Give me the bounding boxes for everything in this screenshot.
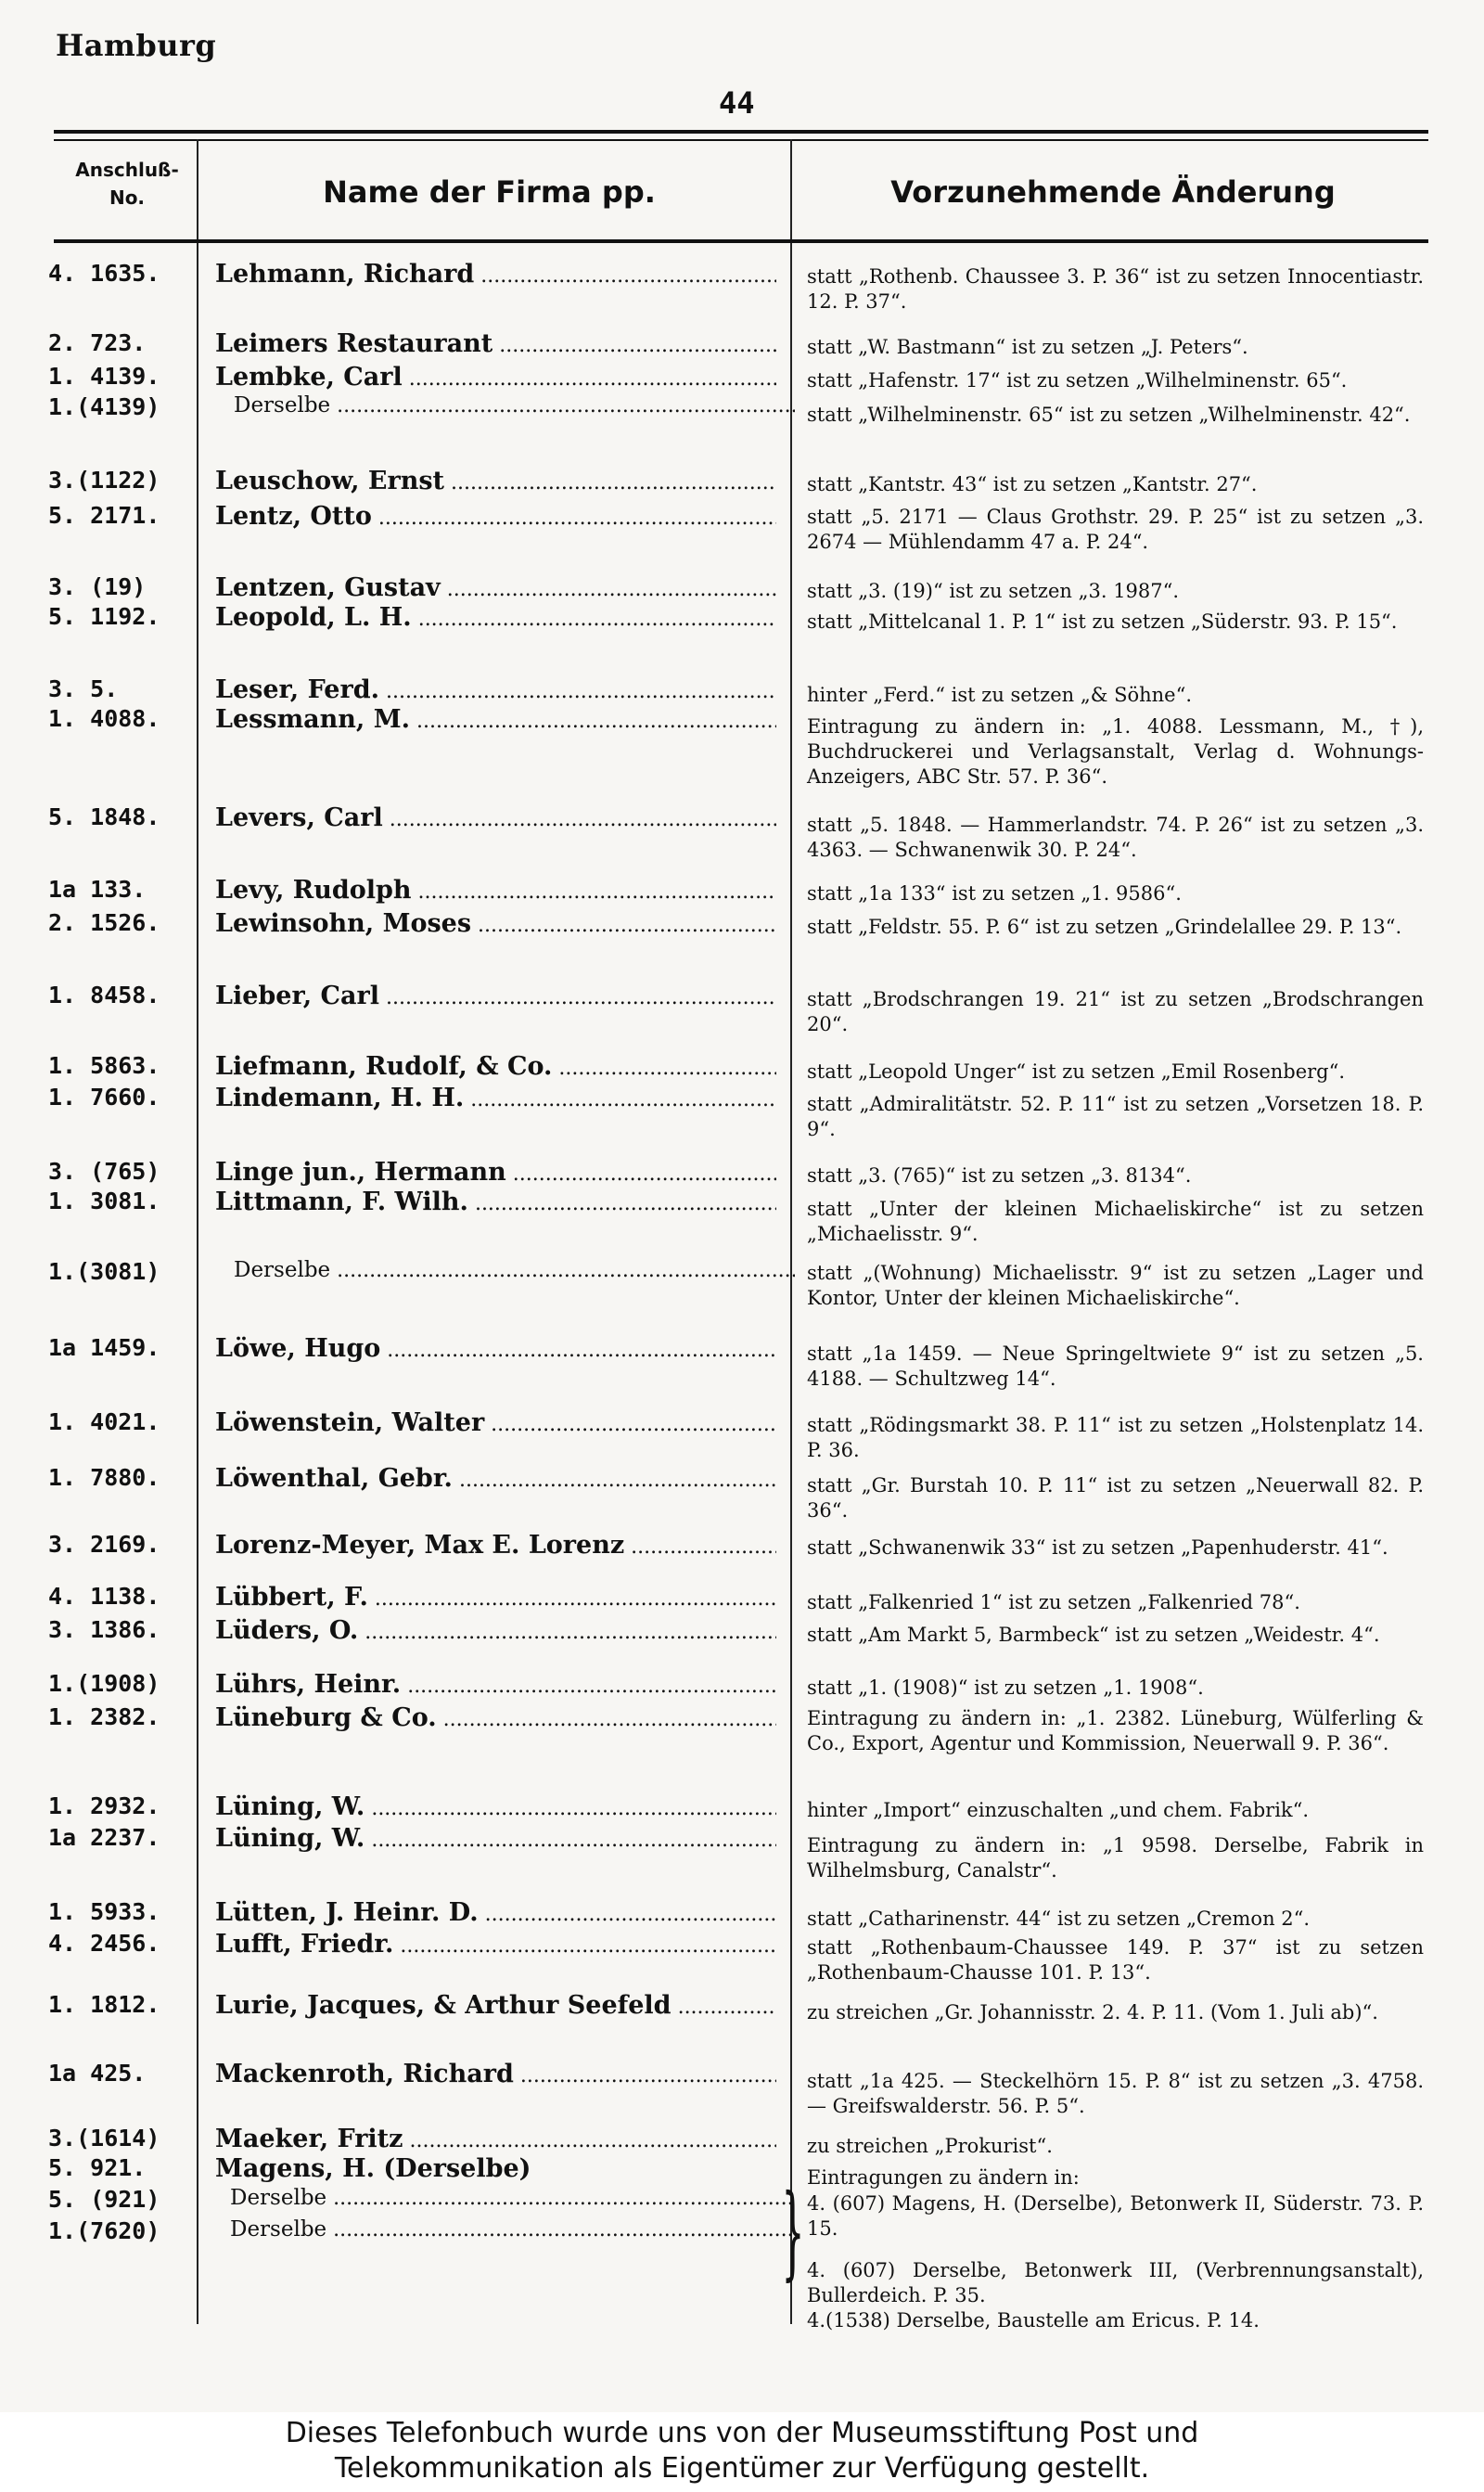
entry-name: Derselbe ..... [230,2217,791,2242]
entry-name: Levers, Carl ..... [215,803,776,832]
entry-number: 3. (19) [48,573,147,600]
city-heading: Hamburg [56,28,217,63]
entry-change: zu streichen „Gr. Johannisstr. 2. 4. P. 11. (Vom 1. Juli ab)“. [807,2001,1378,2023]
entry-change: statt „(Wohnung) Michaelisstr. 9“ ist zu setzen „Lager und Kontor, Unter der kleinen Michaeliskirche“. [807,1262,1424,1309]
page-number: 44 [719,85,755,121]
entry-change: statt „Kantstr. 43“ ist zu setzen „Kantstr. 27“. [807,473,1258,495]
entry-change: statt „Admiralitätstr. 52. P. 11“ ist zu setzen „Vorsetzen 18. P. 9“. [807,1093,1424,1140]
entry-change: statt „Mittelcanal 1. P. 1“ ist zu setzen „Süderstr. 93. P. 15“. [807,610,1398,633]
entry-change: Eintragungen zu ändern in: [807,2166,1080,2189]
column-header-number: Anschluß- No. [75,159,179,209]
column-divider-name [790,139,792,2324]
entry-number: 1. 3081. [48,1188,160,1214]
entry-number: 1.(1908) [48,1670,160,1697]
entry-name: Leuschow, Ernst ..... [215,467,776,495]
entry-number: 1. 7880. [48,1464,160,1491]
entry-change: statt „3. (765)“ ist zu setzen „3. 8134“. [807,1164,1192,1187]
entry-name: Lembke, Carl ..... [215,363,776,392]
entry-name: Lorenz-Meyer, Max E. Lorenz ..... [215,1531,776,1560]
top-rule-thin [54,139,1428,141]
entry-number: 1. 7660. [48,1084,160,1111]
entry-name: Derselbe ..... [230,2186,791,2210]
entry-change: statt „1a 425. — Steckelhörn 15. P. 8“ ist zu setzen „3. 4758. — Greifswalderstr. 56. P. 5“. [807,2070,1424,2117]
entry-number: 1a 2237. [48,1824,160,1851]
entry-name: Linge jun., Hermann ..... [215,1158,776,1187]
entry-number: 3. 2169. [48,1531,160,1558]
entry-change: statt „Brodschrangen 19. 21“ ist zu setzen „Brodschrangen 20“. [807,988,1424,1035]
column-header-name: Name der Firma pp. [323,174,656,210]
entry-change: statt „Leopold Unger“ ist zu setzen „Emil Rosenberg“. [807,1060,1346,1083]
entry-change: statt „1. (1908)“ ist zu setzen „1. 1908“. [807,1676,1204,1699]
footer-line-2: Telekommunikation als Eigentümer zur Verfügung gestellt. [334,2452,1150,2485]
entry-change: statt „5. 1848. — Hammerlandstr. 74. P. 26“ ist zu setzen „3. 4363. — Schwanenwik 30. P. 24“. [807,814,1424,861]
entry-name: Lentzen, Gustav ..... [215,573,776,602]
top-rule [54,130,1428,134]
entry-change: 4.(1538) Derselbe, Baustelle am Ericus. P. 14. [807,2309,1260,2331]
entry-name: Magens, H. (Derselbe) [215,2154,531,2183]
entry-name: Lindemann, H. H. ..... [215,1084,776,1112]
entry-number: 4. 1635. [48,260,160,287]
entry-change: statt „Schwanenwik 33“ ist zu setzen „Papenhuderstr. 41“. [807,1536,1388,1559]
entry-name: Lüneburg & Co. ..... [215,1703,776,1732]
entry-number: 1.(7620) [48,2217,160,2244]
entry-change: statt „5. 2171 — Claus Grothstr. 29. P. 25“ ist zu setzen „3. 2674 — Mühlendamm 47 a. P. 24“. [807,506,1424,553]
header-rule [54,239,1428,243]
footer-line-1: Dieses Telefonbuch wurde uns von der Museumsstiftung Post und [285,2417,1199,2449]
entry-name: Lüning, W. ..... [215,1824,776,1853]
entry-number: 1. 8458. [48,982,160,1008]
entry-change: Eintragung zu ändern in: „1 9598. Derselbe, Fabrik in Wilhelmsburg, Canalstr“. [807,1834,1424,1882]
entry-name: Lurie, Jacques, & Arthur Seefeld ..... [215,1991,776,2020]
entry-number: 2. 723. [48,329,147,356]
entry-number: 1. 5863. [48,1052,160,1079]
entry-change: statt „Hafenstr. 17“ ist zu setzen „Wilhelminenstr. 65“. [807,369,1348,392]
entry-change: statt „Gr. Burstah 10. P. 11“ ist zu setzen „Neuerwall 82. P. 36“. [807,1474,1424,1522]
entry-change: statt „W. Bastmann“ ist zu setzen „J. Peters“. [807,336,1248,358]
entry-name: Lüning, W. ..... [215,1792,776,1821]
entry-change: hinter „Import“ einzuschalten „und chem. Fabrik“. [807,1799,1310,1821]
entry-number: 3.(1614) [48,2125,160,2152]
entry-name: Liefmann, Rudolf, & Co. ..... [215,1052,776,1081]
entry-number: 1. 4088. [48,705,160,732]
entry-name: Lieber, Carl ..... [215,982,776,1010]
entry-name: Lübbert, F. ..... [215,1583,776,1612]
entry-number: 5. 1848. [48,803,160,830]
entry-name: Lufft, Friedr. ..... [215,1930,776,1959]
entry-number: 1.(4139) [48,393,160,420]
entry-number: 5. 921. [48,2154,147,2181]
entry-name: Maeker, Fritz ..... [215,2125,776,2153]
entry-number: 3. (765) [48,1158,160,1185]
entry-number: 4. 2456. [48,1930,160,1957]
entry-name: Löwe, Hugo ..... [215,1334,776,1363]
entry-number: 5. 2171. [48,502,160,529]
entry-change: hinter „Ferd.“ ist zu setzen „& Söhne“. [807,684,1193,706]
entry-change: statt „Am Markt 5, Barmbeck“ ist zu setzen „Weidestr. 4“. [807,1624,1380,1646]
entry-name: Derselbe ..... [234,1258,795,1282]
entry-number: 1a 133. [48,876,147,903]
entry-name: Lessmann, M. ..... [215,705,776,734]
entry-name: Derselbe ..... [234,393,795,417]
entry-name: Löwenthal, Gebr. ..... [215,1464,776,1493]
entry-number: 1. 1812. [48,1991,160,2018]
entry-change: statt „1a 133“ ist zu setzen „1. 9586“. [807,882,1182,905]
entry-change: statt „3. (19)“ ist zu setzen „3. 1987“. [807,580,1180,602]
entry-name: Leser, Ferd. ..... [215,675,776,704]
entry-change: statt „1a 1459. — Neue Springeltwiete 9“ ist zu setzen „5. 4188. — Schultzweg 14“. [807,1342,1424,1390]
entry-number: 3. 5. [48,675,119,702]
entry-number: 1. 5933. [48,1898,160,1925]
entry-number: 1. 4021. [48,1408,160,1435]
entry-name: Leimers Restaurant ..... [215,329,776,358]
entry-name: Mackenroth, Richard ..... [215,2060,776,2088]
entry-change: statt „Feldstr. 55. P. 6“ ist zu setzen „Grindelallee 29. P. 13“. [807,916,1402,938]
entry-number: 1a 1459. [48,1334,160,1361]
entry-change: statt „Rödingsmarkt 38. P. 11“ ist zu setzen „Holstenplatz 14. P. 36. [807,1414,1424,1461]
entry-name: Lewinsohn, Moses ..... [215,909,776,938]
entry-number: 3.(1122) [48,467,160,494]
entry-number: 2. 1526. [48,909,160,936]
entry-change: 4. (607) Derselbe, Betonwerk III, (Verbrennungsanstalt), Bullerdeich. P. 35. [807,2259,1424,2306]
entry-name: Littmann, F. Wilh. ..... [215,1188,776,1216]
entry-name: Levy, Rudolph ..... [215,876,776,905]
entry-number: 1. 4139. [48,363,160,390]
entry-number: 5. 1192. [48,603,160,630]
entry-name: Lüders, O. ..... [215,1616,776,1645]
entry-number: 4. 1138. [48,1583,160,1610]
entry-number: 1. 2382. [48,1703,160,1730]
column-header-change: Vorzunehmende Änderung [890,174,1336,210]
entry-name: Löwenstein, Walter ..... [215,1408,776,1437]
footer-notice [0,2412,1484,2492]
entry-change: statt „Falkenried 1“ ist zu setzen „Falkenried 78“. [807,1591,1300,1613]
entry-change: zu streichen „Prokurist“. [807,2135,1053,2157]
entry-name: Lehmann, Richard ..... [215,260,776,289]
entry-number: 1. 2932. [48,1792,160,1819]
entry-change: statt „Unter der kleinen Michaeliskirche“ ist zu setzen „Michaelisstr. 9“. [807,1198,1424,1245]
entry-number: 5. (921) [48,2186,160,2213]
entry-change: Eintragung zu ändern in: „1. 2382. Lüneburg, Wülferling & Co., Export, Agentur und Kommission, Neuerwall 9. P. 36“. [807,1707,1424,1754]
entry-name: Leopold, L. H. ..... [215,603,776,632]
entry-name: Lentz, Otto ..... [215,502,776,531]
entry-name: Lütten, J. Heinr. D. ..... [215,1898,776,1927]
bracket-brace: } [781,2172,805,2291]
entry-change: statt „Rothenb. Chaussee 3. P. 36“ ist zu setzen Innocentiastr. 12. P. 37“. [807,265,1424,313]
entry-change: 4. (607) Magens, H. (Derselbe), Betonwerk II, Süderstr. 73. P. 15. [807,2192,1424,2240]
entry-name: Lührs, Heinr. ..... [215,1670,776,1699]
entry-change: Eintragung zu ändern in: „1. 4088. Lessmann, M., †), Buchdruckerei und Verlagsanstalt, Verlag d. Wohnungs-Anzeigers, ABC Str. 57. P. 36“. [807,715,1424,788]
entry-change: statt „Catharinenstr. 44“ ist zu setzen „Cremon 2“. [807,1908,1311,1930]
entry-number: 3. 1386. [48,1616,160,1643]
entry-change: statt „Wilhelminenstr. 65“ ist zu setzen „Wilhelminenstr. 42“. [807,404,1411,426]
entry-number: 1a 425. [48,2060,147,2087]
entry-change: statt „Rothenbaum-Chaussee 149. P. 37“ ist zu setzen „Rothenbaum-Chausse 101. P. 13“. [807,1936,1424,1984]
entry-number: 1.(3081) [48,1258,160,1285]
